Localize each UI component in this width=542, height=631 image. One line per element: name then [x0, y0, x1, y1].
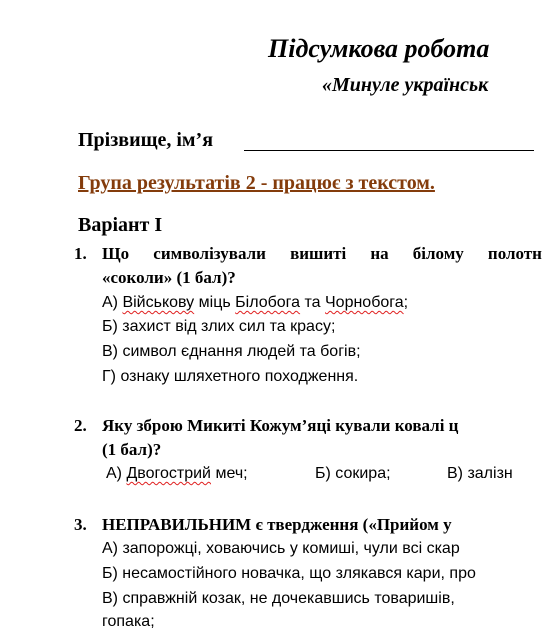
answer-option-b: Б) несамостійного новачка, що злякався кари, про [102, 565, 476, 582]
group-heading: Група результатів 2 - працює з текстом. [78, 172, 435, 194]
answer-option-a: А) Військову міць Білобога та Чорнобога; [102, 294, 409, 311]
question-text-line2: (1 бал)? [102, 440, 162, 459]
page-subtitle: «Минуле українськ [322, 74, 489, 96]
answer-option-c: В) справжній козак, не дочекавшись товаришів, [102, 590, 455, 607]
answer-option-a: А) запорожці, ховаючись у комиші, чули всі скар [102, 540, 460, 557]
question-text-line1: Яку зброю Микиті Кожум’яці кували ковалі ц [102, 416, 459, 435]
question-number: 2. [74, 416, 87, 435]
question-number: 1. [74, 244, 87, 263]
question-text-line1: Що символізували вишиті на білому полотн [102, 244, 542, 263]
variant-heading: Варіант І [78, 214, 163, 236]
name-field-line [244, 150, 534, 151]
answer-option-b: Б) захист від злих сил та красу; [102, 318, 336, 335]
answer-option-c: В) залізн [447, 465, 513, 482]
answer-option-c-continued: гопака; [102, 613, 155, 630]
page-title: Підсумкова робота [268, 34, 490, 63]
question-text-line2: «соколи» (1 бал)? [102, 268, 236, 287]
question-number: 3. [74, 515, 87, 534]
answer-option-a: А) Двогострий меч; [106, 465, 248, 482]
answer-option-b: Б) сокира; [315, 465, 391, 482]
answer-option-c: В) символ єднання людей та богів; [102, 343, 361, 360]
question-text-line1: НЕПРАВИЛЬНИМ є твердження («Прийом у [102, 515, 452, 534]
answer-option-d: Г) ознаку шляхетного походження. [102, 368, 359, 385]
name-field-label: Прізвище, ім’я [78, 129, 214, 151]
